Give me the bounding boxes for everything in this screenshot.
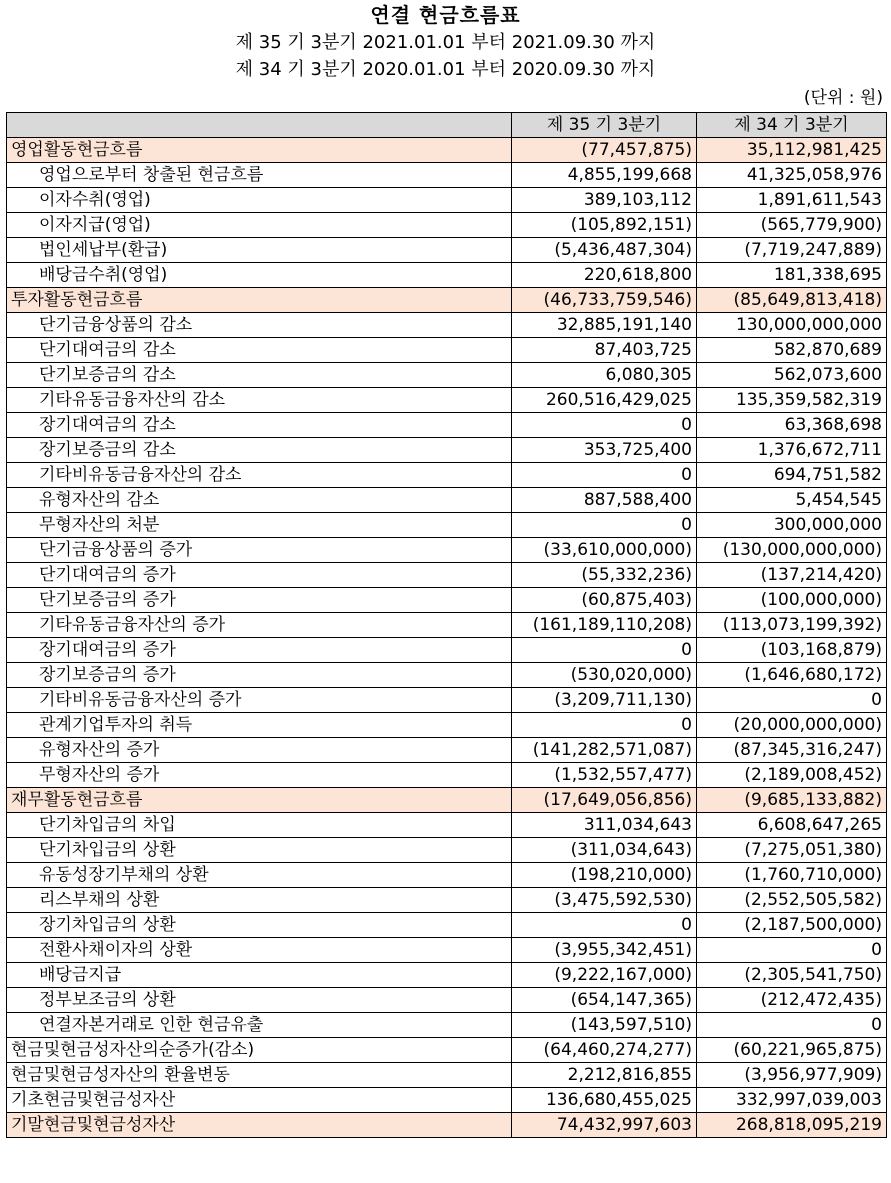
row-current-value: (77,457,875) [512,138,697,163]
row-current-value: (5,436,487,304) [512,238,697,263]
row-prior-value: 0 [697,938,887,963]
row-prior-value: (1,760,710,000) [697,863,887,888]
row-current-value: 0 [512,713,697,738]
table-row [7,188,887,213]
row-prior-value: 1,376,672,711 [697,438,887,463]
table-row [7,488,887,513]
row-prior-value: 268,818,095,219 [697,1113,887,1138]
row-label: 기타유동금융자산의 증가 [7,613,512,638]
row-label: 영업활동현금흐름 [7,138,512,163]
row-label: 단기차입금의 상환 [7,838,512,863]
row-prior-value: (9,685,133,882) [697,788,887,813]
table-row [7,263,887,288]
row-label: 장기대여금의 감소 [7,413,512,438]
row-current-value: 2,212,816,855 [512,1063,697,1088]
row-current-value: (9,222,167,000) [512,963,697,988]
row-current-value: (141,282,571,087) [512,738,697,763]
table-row [7,138,887,163]
row-prior-value: 300,000,000 [697,513,887,538]
row-label: 이자수취(영업) [7,188,512,213]
row-label: 연결자본거래로 인한 현금유출 [7,1013,512,1038]
row-label: 배당금지급 [7,963,512,988]
table-row [7,363,887,388]
row-label: 배당금수취(영업) [7,263,512,288]
header-label-col [7,113,512,138]
statement-title: 연결 현금흐름표 [370,3,521,27]
row-prior-value: 5,454,545 [697,488,887,513]
row-label: 기초현금및현금성자산 [7,1088,512,1113]
row-prior-value: 135,359,582,319 [697,388,887,413]
row-label: 현금및현금성자산의 환율변동 [7,1063,512,1088]
row-current-value: 0 [512,638,697,663]
row-prior-value: 63,368,698 [697,413,887,438]
row-current-value: (198,210,000) [512,863,697,888]
row-label: 단기보증금의 감소 [7,363,512,388]
row-label: 유형자산의 감소 [7,488,512,513]
row-current-value: 6,080,305 [512,363,697,388]
row-prior-value: (565,779,900) [697,213,887,238]
row-prior-value: 0 [697,1013,887,1038]
row-label: 단기대여금의 감소 [7,338,512,363]
row-current-value: (105,892,151) [512,213,697,238]
table-row [7,288,887,313]
row-prior-value: (2,187,500,000) [697,913,887,938]
row-current-value: (1,532,557,477) [512,763,697,788]
row-current-value: 87,403,725 [512,338,697,363]
row-current-value: 887,588,400 [512,488,697,513]
row-current-value: (33,610,000,000) [512,538,697,563]
row-current-value: 260,516,429,025 [512,388,697,413]
row-label: 장기대여금의 증가 [7,638,512,663]
table-row [7,938,887,963]
table-row [7,1113,887,1138]
row-label: 장기보증금의 증가 [7,663,512,688]
table-row [7,788,887,813]
row-prior-value: 35,112,981,425 [697,138,887,163]
table-row [7,838,887,863]
period-current: 제 35 기 3분기 2021.01.01 부터 2021.09.30 까지 [235,32,656,53]
row-label: 투자활동현금흐름 [7,288,512,313]
row-current-value: (530,020,000) [512,663,697,688]
row-current-value: (654,147,365) [512,988,697,1013]
row-label: 리스부채의 상환 [7,888,512,913]
row-label: 장기보증금의 감소 [7,438,512,463]
row-label: 영업으로부터 창출된 현금흐름 [7,163,512,188]
row-prior-value: (87,345,316,247) [697,738,887,763]
row-current-value: (17,649,056,856) [512,788,697,813]
table-row [7,713,887,738]
table-row [7,638,887,663]
table-row [7,1038,887,1063]
row-current-value: (60,875,403) [512,588,697,613]
row-prior-value: (103,168,879) [697,638,887,663]
table-row [7,213,887,238]
table-row [7,913,887,938]
row-label: 기타유동금융자산의 감소 [7,388,512,413]
row-current-value: 0 [512,413,697,438]
header-prior-period: 제 34 기 3분기 [697,113,887,138]
row-current-value: 136,680,455,025 [512,1088,697,1113]
table-row [7,238,887,263]
row-label: 재무활동현금흐름 [7,788,512,813]
table-row [7,438,887,463]
row-label: 전환사채이자의 상환 [7,938,512,963]
row-label: 단기금융상품의 감소 [7,313,512,338]
row-current-value: (143,597,510) [512,1013,697,1038]
row-label: 장기차입금의 상환 [7,913,512,938]
table-row [7,738,887,763]
table-row [7,313,887,338]
table-row [7,813,887,838]
row-prior-value: (212,472,435) [697,988,887,1013]
row-current-value: (311,034,643) [512,838,697,863]
row-prior-value: (113,073,199,392) [697,613,887,638]
table-row [7,563,887,588]
row-prior-value: (130,000,000,000) [697,538,887,563]
table-row [7,413,887,438]
table-header-row [7,113,887,138]
row-prior-value: (3,956,977,909) [697,1063,887,1088]
table-row [7,613,887,638]
row-prior-value: 181,338,695 [697,263,887,288]
table-row [7,863,887,888]
row-prior-value: (20,000,000,000) [697,713,887,738]
row-current-value: 0 [512,913,697,938]
row-current-value: 353,725,400 [512,438,697,463]
row-current-value: 4,855,199,668 [512,163,697,188]
table-row [7,538,887,563]
row-label: 무형자산의 증가 [7,763,512,788]
row-prior-value: (7,719,247,889) [697,238,887,263]
cash-flow-table [6,112,887,1138]
table-row [7,513,887,538]
row-current-value: (55,332,236) [512,563,697,588]
table-row [7,688,887,713]
row-prior-value: 332,997,039,003 [697,1088,887,1113]
table-row [7,338,887,363]
row-prior-value: (85,649,813,418) [697,288,887,313]
row-label: 관계기업투자의 취득 [7,713,512,738]
row-label: 유형자산의 증가 [7,738,512,763]
row-prior-value: 562,073,600 [697,363,887,388]
row-prior-value: 694,751,582 [697,463,887,488]
row-current-value: 0 [512,463,697,488]
table-row [7,388,887,413]
unit-label: (단위 : 원) [803,88,883,108]
header-current-period: 제 35 기 3분기 [512,113,697,138]
row-current-value: 74,432,997,603 [512,1113,697,1138]
table-row [7,1013,887,1038]
table-row [7,1088,887,1113]
row-label: 현금및현금성자산의순증가(감소) [7,1038,512,1063]
row-label: 기타비유동금융자산의 증가 [7,688,512,713]
table-row [7,963,887,988]
row-label: 법인세납부(환급) [7,238,512,263]
row-prior-value: 0 [697,688,887,713]
row-current-value: 220,618,800 [512,263,697,288]
row-label: 이자지급(영업) [7,213,512,238]
row-label: 기타비유동금융자산의 감소 [7,463,512,488]
row-label: 단기금융상품의 증가 [7,538,512,563]
row-current-value: 0 [512,513,697,538]
row-current-value: (64,460,274,277) [512,1038,697,1063]
row-current-value: 311,034,643 [512,813,697,838]
row-label: 단기보증금의 증가 [7,588,512,613]
row-prior-value: (2,189,008,452) [697,763,887,788]
table-row [7,163,887,188]
row-current-value: (3,209,711,130) [512,688,697,713]
row-current-value: (3,955,342,451) [512,938,697,963]
row-current-value: 32,885,191,140 [512,313,697,338]
row-prior-value: 1,891,611,543 [697,188,887,213]
table-row [7,463,887,488]
period-prior: 제 34 기 3분기 2020.01.01 부터 2020.09.30 까지 [235,59,656,80]
row-prior-value: (137,214,420) [697,563,887,588]
row-prior-value: (2,552,505,582) [697,888,887,913]
row-current-value: (161,189,110,208) [512,613,697,638]
row-prior-value: (2,305,541,750) [697,963,887,988]
row-label: 유동성장기부채의 상환 [7,863,512,888]
row-prior-value: (7,275,051,380) [697,838,887,863]
table-row [7,988,887,1013]
row-label: 단기대여금의 증가 [7,563,512,588]
row-label: 정부보조금의 상환 [7,988,512,1013]
row-current-value: (3,475,592,530) [512,888,697,913]
row-prior-value: (1,646,680,172) [697,663,887,688]
table-row [7,663,887,688]
row-prior-value: 6,608,647,265 [697,813,887,838]
row-prior-value: (60,221,965,875) [697,1038,887,1063]
row-prior-value: 130,000,000,000 [697,313,887,338]
table-row [7,888,887,913]
table-row [7,588,887,613]
row-prior-value: 41,325,058,976 [697,163,887,188]
table-row [7,1063,887,1088]
row-label: 단기차입금의 차입 [7,813,512,838]
row-current-value: (46,733,759,546) [512,288,697,313]
row-label: 기말현금및현금성자산 [7,1113,512,1138]
row-prior-value: 582,870,689 [697,338,887,363]
row-prior-value: (100,000,000) [697,588,887,613]
row-label: 무형자산의 처분 [7,513,512,538]
row-current-value: 389,103,112 [512,188,697,213]
table-row [7,763,887,788]
